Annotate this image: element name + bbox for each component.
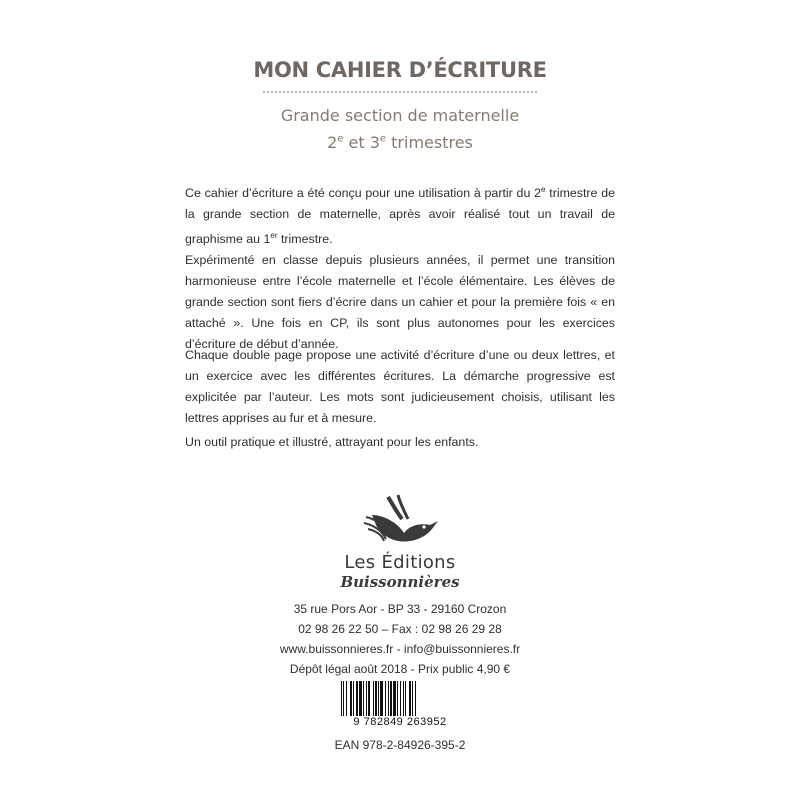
description-paragraph-1b: Expérimenté en classe depuis plusieurs années, il permet une transition harmonieuse entre l’école maternelle et l’école élémentaire. Les élèves de grande section sont fiers d’écrire dans un cahier et pour la première fois « en attaché ». Une fois en CP, ils sont plus autonomes pour les exercices d’écriture de début d’année. [185, 253, 615, 352]
description-paragraph-1: Ce cahier d’écriture a été conçu pour une utilisation à partir du 2e trimestre de la grande section de maternelle, après avoir réalisé tout un travail de graphisme au 1er trimestre. Expérimenté en classe depuis plusieurs années, il permet une transition harmonieuse entre l’école maternelle et l’école élémentaire. Les élèves de grande section sont fiers d’écrire dans un cahier et pour la première fois « en attaché ». Une fois en CP, ils sont plus autonomes pour les exercices d’écriture de début d’année. [185, 179, 615, 355]
legal-deposit-price: Dépôt légal août 2018 - Prix public 4,90 € [289, 662, 511, 676]
barcode-digits: 9 782849 263952 [330, 716, 470, 728]
description-paragraph-3: Un outil pratique et illustré, attrayant pour les enfants. [185, 435, 479, 449]
book-title: MON CAHIER D’ÉCRITURE [253, 58, 547, 82]
subtitle-level: Grande section de maternelle [280, 106, 520, 125]
publisher-name-script: Buissonnières [340, 573, 460, 591]
dotted-divider [263, 91, 537, 93]
publisher-bird-book-logo-icon [358, 493, 442, 549]
publisher-web-email: www.buissonnieres.fr - info@buissonnieres.fr [279, 642, 521, 656]
ean-code: EAN 978-2-84926-395-2 [334, 738, 466, 752]
description-paragraph-2: Chaque double page propose une activité d’écriture d’une ou deux lettres, et un exercice avec les différentes écritures. La démarche progressive est explicitée par l’auteur. Les mots sont judicieusement choisis, utilisant les lettres apprises au fur et à mesure. [185, 348, 615, 425]
publisher-name: Les Éditions [344, 552, 456, 573]
publisher-address: 35 rue Pors Aor - BP 33 - 29160 Crozon [293, 602, 507, 616]
publisher-phone-fax: 02 98 26 22 50 – Fax : 02 98 26 29 28 [298, 622, 502, 636]
subtitle-trimesters: 2e et 3e trimestres [327, 133, 473, 152]
